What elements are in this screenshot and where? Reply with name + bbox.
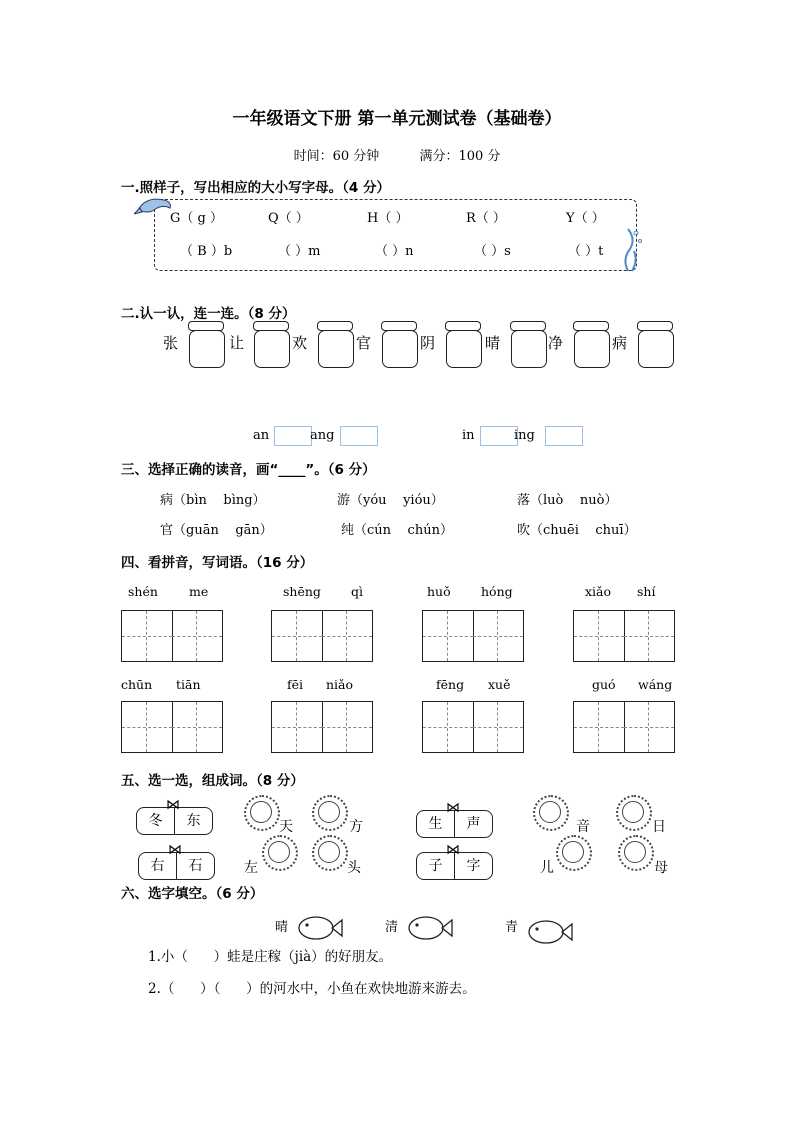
pinyin: qì	[351, 584, 363, 599]
pair-char: 声	[466, 816, 481, 832]
flower-blank	[556, 835, 592, 871]
jar-char: 晴	[485, 334, 501, 352]
pinyin: xiǎo	[585, 584, 612, 599]
final-box	[274, 426, 312, 446]
jar-char: 欢	[292, 334, 308, 352]
writing-grid	[422, 701, 524, 753]
letter-item: （ ）m	[278, 244, 321, 259]
jar-row	[0, 322, 794, 372]
flower-blank	[262, 835, 298, 871]
letter-item: （ ）t	[568, 244, 604, 259]
flower-blank	[312, 795, 348, 831]
dolphin-icon	[134, 190, 174, 220]
choice-char: 清	[385, 920, 399, 935]
letter-item: （ ）s	[474, 244, 511, 259]
final-label: ang	[310, 428, 335, 443]
writing-grid	[573, 701, 675, 753]
pinyin: shén	[128, 584, 158, 599]
jar-char: 净	[548, 334, 564, 352]
pair-char: 生	[417, 811, 455, 837]
word-char: 方	[349, 819, 363, 835]
writing-grid	[121, 610, 223, 662]
section-5-heading: 五、选一选，组成词。（8 分）	[121, 773, 304, 789]
jar	[254, 330, 290, 368]
letter-item: Q（ ）	[268, 211, 309, 226]
section-6-heading: 六、选字填空。（6 分）	[121, 886, 264, 902]
pinyin: fēi	[287, 677, 304, 692]
jar-char: 病	[612, 334, 628, 352]
word-char: 儿	[540, 860, 554, 876]
seaweed-icon	[618, 225, 646, 273]
bow-icon: ⋈	[446, 842, 460, 858]
final-box	[480, 426, 518, 446]
choice-char: 晴	[275, 920, 289, 935]
section-2-heading: 二.认一认，连一连。（8 分）	[121, 306, 296, 322]
jar	[382, 330, 418, 368]
word-char: 左	[244, 860, 258, 876]
word-char: 日	[652, 819, 666, 835]
pinyin: xuě	[488, 677, 511, 692]
jar-char: 官	[356, 334, 372, 352]
jar	[318, 330, 354, 368]
flower-blank	[618, 835, 654, 871]
letter-item: Y（ ）	[566, 211, 605, 226]
question-2: 2.（ ）（ ）的河水中，小鱼在欢快地游来游去。	[148, 981, 476, 997]
pinyin: hóng	[481, 584, 513, 599]
writing-grid	[271, 701, 373, 753]
choice-char: 青	[505, 920, 519, 935]
pinyin: huǒ	[427, 584, 451, 599]
bow-icon: ⋈	[446, 800, 460, 816]
pinyin-choice: 纯（cún chún）	[341, 523, 453, 538]
section-3-heading: 三、选择正确的读音，画“____”。（6 分）	[121, 462, 376, 478]
pinyin: tiān	[176, 677, 201, 692]
jar-char: 阴	[420, 334, 436, 352]
pair-char: 东	[186, 813, 201, 829]
final-box	[545, 426, 583, 446]
fish-icon	[406, 914, 454, 942]
jar-char: 让	[229, 334, 245, 352]
final-label: in	[462, 428, 475, 443]
letter-item: R（ ）	[466, 211, 506, 226]
jar	[574, 330, 610, 368]
pinyin-choice: 官（guān gān）	[160, 523, 273, 538]
bow-icon: ⋈	[168, 842, 182, 858]
jar	[446, 330, 482, 368]
pinyin: guó	[592, 677, 616, 692]
section-1-heading: 一.照样子，写出相应的大小写字母。（4 分）	[121, 180, 390, 196]
pinyin-choice: 落（luò nuò）	[517, 493, 618, 508]
exam-info	[0, 145, 794, 164]
letter-item: （ B ）b	[180, 244, 233, 259]
final-box	[340, 426, 378, 446]
pair-char: 右	[139, 853, 177, 879]
pair-char: 冬	[137, 808, 175, 834]
jar	[189, 330, 225, 368]
fish-icon	[296, 914, 344, 942]
word-char: 音	[576, 819, 590, 835]
word-char: 母	[654, 860, 668, 876]
final-label: an	[253, 428, 270, 443]
section-4-heading: 四、看拼音，写词语。（16 分）	[121, 555, 314, 571]
jar	[638, 330, 674, 368]
word-char: 头	[347, 860, 361, 876]
flower-blank	[616, 795, 652, 831]
jar	[511, 330, 547, 368]
pinyin: chūn	[121, 677, 153, 692]
jar-char: 张	[163, 334, 179, 352]
writing-grid	[573, 610, 675, 662]
letter-item: H（ ）	[367, 211, 409, 226]
full-score: 满分：100 分	[419, 149, 501, 164]
letter-item: G（ g ）	[170, 211, 223, 226]
pinyin: shí	[637, 584, 656, 599]
pair-char: 子	[417, 853, 455, 879]
bow-icon: ⋈	[166, 797, 180, 813]
word-char: 天	[279, 819, 293, 835]
time-limit: 时间：60 分钟	[293, 149, 380, 164]
letter-item: （ ）n	[375, 244, 414, 259]
writing-grid	[271, 610, 373, 662]
page-title: 一年级语文下册 第一单元测试卷（基础卷）	[232, 109, 562, 129]
pair-char: 石	[188, 858, 203, 874]
question-1: 1.小（ ）蛙是庄稼（jià）的好朋友。	[148, 949, 393, 965]
pair-char: 字	[466, 858, 481, 874]
pinyin: fēng	[436, 677, 465, 692]
flower-blank	[244, 795, 280, 831]
pinyin: wáng	[638, 677, 673, 692]
pinyin-choice: 病（bìn bìng）	[160, 493, 266, 508]
pinyin-choice: 游（yóu yióu）	[337, 493, 444, 508]
final-label: ing	[514, 428, 535, 443]
writing-grid	[422, 610, 524, 662]
flower-blank	[312, 835, 348, 871]
fish-icon	[526, 918, 574, 946]
pinyin: me	[189, 584, 209, 599]
pinyin: shēng	[283, 584, 321, 599]
pinyin: niǎo	[326, 677, 354, 692]
pinyin-choice: 吹（chuēi chuī）	[517, 523, 637, 538]
writing-grid	[121, 701, 223, 753]
flower-blank	[533, 795, 569, 831]
